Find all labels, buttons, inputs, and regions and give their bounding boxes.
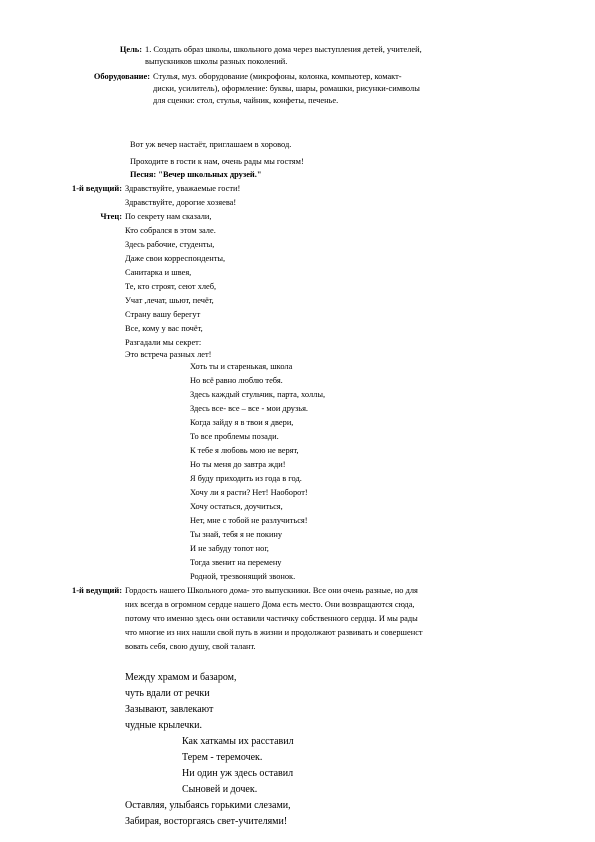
equipment-line-3: для сценки: стол, стулья, чайник, конфеты, печенье. (153, 96, 339, 105)
poem1-line-4: Здесь все- все – все - мои друзья. (190, 404, 309, 413)
reader-line-5: Санитарка и швея, (125, 268, 192, 277)
reader-label: Чтец: (100, 212, 122, 221)
poem1-line-12: Нет, мне с тобой не разлучиться! (190, 516, 308, 525)
poem1-line-15: Тогда звенит на перемену (190, 558, 282, 567)
reader-line-1: По секрету нам сказали, (125, 212, 212, 221)
reader-line-8: Страну вашу берегут (125, 310, 201, 319)
poem2c-line-2: Забирая, восторгаясь свет-учителями! (125, 816, 288, 827)
reader-line-3: Здесь рабочие, студенты, (125, 240, 215, 249)
goal-line-1: 1. Создать образ школы, школьного дома через выступления детей, учителей, (145, 45, 422, 54)
host1-line-1: Здравствуйте, уважаемые гости! (125, 184, 241, 193)
host1b-line-5: вовать себя, свою душу, свой талант. (125, 642, 256, 651)
poem2a-line-2: чуть вдали от речки (125, 688, 210, 699)
poem1-line-6: То все проблемы позади. (190, 432, 279, 441)
poem2b-line-3: Ни один уж здесь оставил (182, 768, 294, 779)
host1-label: 1-й ведущий: (72, 184, 122, 193)
equipment-line-1: Стулья, муз. оборудование (микрофоны, колонка, компьютер, комакт- (153, 72, 402, 81)
poem1-line-2: Но всё равно люблю тебя. (190, 376, 283, 385)
poem2b-line-2: Терем - теремочек. (182, 752, 263, 763)
host1b-line-4: что многие из них нашли свой путь в жизни и продолжают развивать и совершенст (125, 628, 423, 637)
reader-line-6: Те, кто строят, сеют хлеб, (125, 282, 217, 291)
goal-label: Цель: (119, 45, 142, 54)
poem2a-line-1: Между храмом и базаром, (125, 672, 237, 683)
poem2c-line-1: Оставляя, улыбаясь горькими слезами, (125, 800, 291, 811)
poem1-line-13: Ты знай, тебя я не покину (190, 530, 283, 539)
poem1-line-16: Родной, трезвонящий звонок. (190, 572, 296, 581)
reader-line-4: Даже свои корреспонденты, (125, 254, 226, 263)
goal-line-2: выпускников школы разных поколений. (145, 57, 288, 66)
poem2a-line-4: чудные крылечки. (125, 720, 202, 731)
poem1-line-11: Хочу остаться, доучиться, (190, 502, 283, 511)
poem2a-line-3: Зазывают, завлекают (125, 704, 214, 715)
equipment-line-2: диски, усилитель), оформление: буквы, шары, ромашки, рисунки-символы (153, 84, 420, 93)
equipment-label: Оборудование: (93, 72, 150, 81)
poem2b-line-4: Сыновей и дочек. (182, 784, 258, 795)
poem1-line-9: Я буду приходить из года в год. (190, 474, 302, 483)
reader-line-10: Разгадали мы секрет: (125, 338, 202, 347)
host1b-line-2: них всегда в огромном сердце нашего Дома есть место. Они возвращаются сюда, (125, 600, 415, 609)
intro-line-1: Вот уж вечер настаёт, приглашаем в хоровод. (130, 140, 292, 149)
poem1-line-7: К тебе я любовь мою не верят, (190, 446, 299, 455)
poem2b-line-1: Как хаткамы их расставил (182, 736, 294, 747)
reader-line-7: Учат ,лечат, шьют, печёт, (125, 296, 214, 305)
poem1-line-14: И не забуду топот ног, (190, 544, 269, 553)
poem1-line-3: Здесь каждый стульчик, парта, холлы, (190, 390, 326, 399)
poem1-line-1: Хоть ты и старенькая, школа (190, 362, 293, 371)
poem1-line-8: Но ты меня до завтра жди! (190, 460, 286, 469)
reader-line-2: Кто собрался в этом зале. (125, 226, 216, 235)
host1-line-2: Здравствуйте, дорогие хозяева! (125, 198, 237, 207)
reader-line-11: Это встреча разных лет! (125, 350, 212, 359)
intro-line-2: Проходите в гости к нам, очень рады мы гостям! (130, 157, 304, 166)
host1b-line-1: Гордость нашего Школьного дома- это выпускники. Все они очень разные, но для (125, 586, 418, 595)
host1b-label: 1-й ведущий: (72, 586, 122, 595)
poem1-line-10: Хочу ли я расти? Нет! Наоборот! (190, 488, 308, 497)
poem1-line-5: Когда зайду я в твои я двери, (190, 418, 294, 427)
host1b-line-3: потому что именно здесь они оставили частичку собственного сердца. И мы рады (125, 614, 418, 623)
song-title: Песня: "Вечер школьных друзей." (130, 170, 262, 179)
reader-line-9: Все, кому у вас почёт, (125, 324, 203, 333)
